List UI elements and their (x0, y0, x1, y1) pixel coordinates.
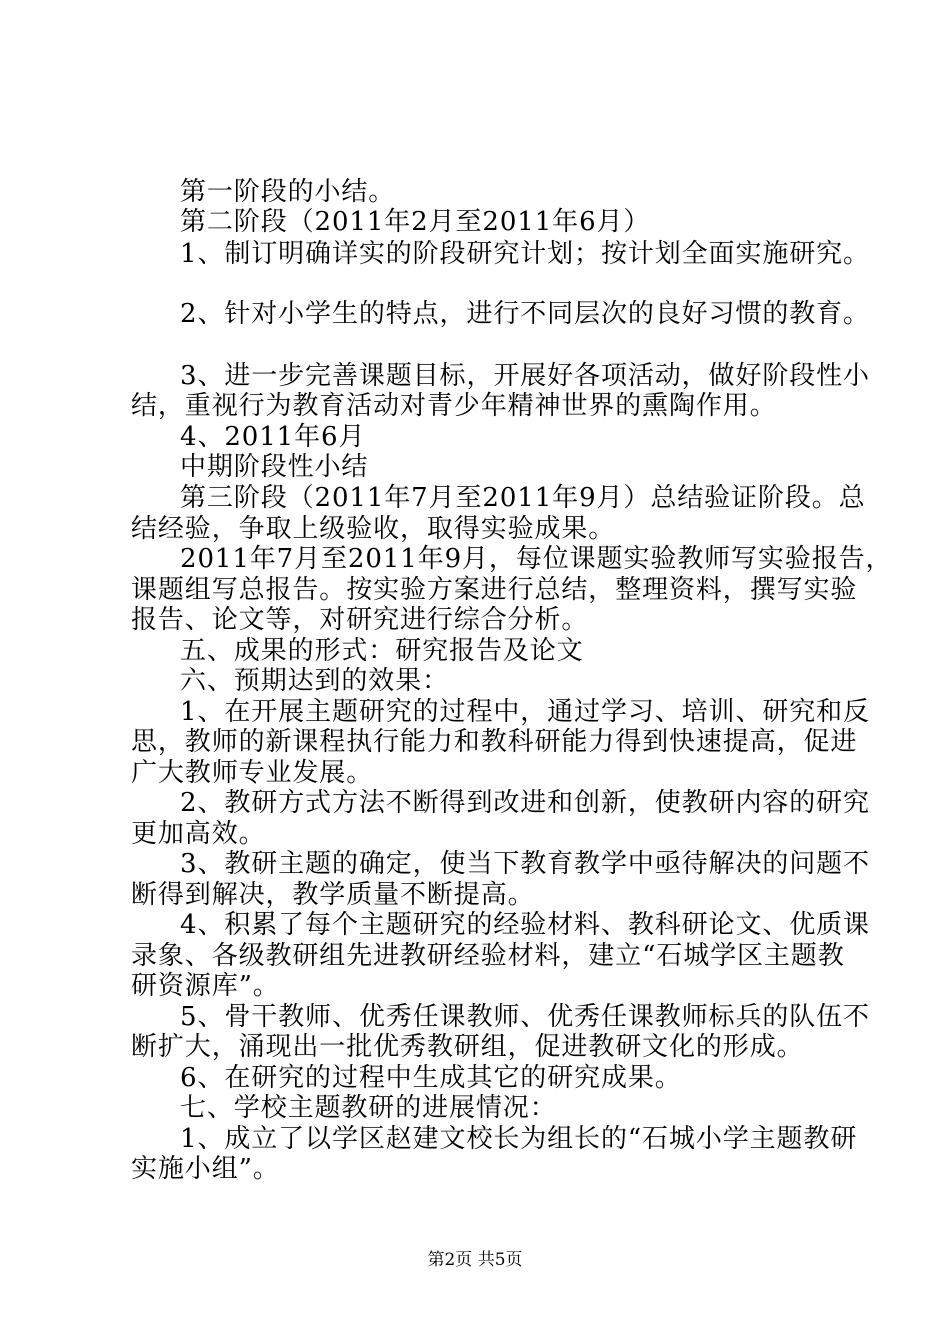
text-line: 5、骨干教师、优秀任课教师、优秀任课教师标兵的队伍不 (180, 1002, 870, 1032)
text-line: 3、教研主题的确定，使当下教育教学中亟待解决的问题不 (180, 849, 870, 879)
text-line: 六、预期达到的效果： (180, 666, 450, 696)
text-line: 2、针对小学生的特点，进行不同层次的良好习惯的教育。 (180, 299, 870, 329)
text-line: 结，重视行为教育活动对青少年精神世界的熏陶作用。 (131, 391, 777, 421)
text-line: 五、成果的形式：研究报告及论文 (180, 636, 584, 666)
text-line: 1、成立了以学区赵建文校长为组长的“石城小学主题教研 (180, 1124, 858, 1154)
text-line: 实施小组”。 (131, 1154, 280, 1184)
text-line: 4、2011年6月 (180, 422, 366, 452)
text-line: 录象、各级教研组先进教研经验材料，建立“石城学区主题教 (131, 941, 845, 971)
text-line: 第一阶段的小结。 (180, 177, 396, 207)
page-footer: 第2页 共5页 (427, 1250, 523, 1270)
text-line: 第三阶段（2011年7月至2011年9月）总结验证阶段。总 (180, 483, 866, 513)
text-line: 结经验，争取上级验收，取得实验成果。 (131, 514, 616, 544)
text-line: 第二阶段（2011年2月至2011年6月） (180, 207, 651, 237)
text-line: 3、进一步完善课题目标，开展好各项活动，做好阶段性小 (180, 361, 870, 391)
text-line: 七、学校主题教研的进展情况： (180, 1093, 557, 1123)
text-line: 更加高效。 (131, 819, 266, 849)
text-line: 2、教研方式方法不断得到改进和创新，使教研内容的研究 (180, 788, 870, 818)
text-line: 断扩大，涌现出一批优秀教研组，促进教研文化的形成。 (131, 1032, 804, 1062)
text-line: 中期阶段性小结 (180, 452, 369, 482)
text-line: 6、在研究的过程中生成其它的研究成果。 (180, 1063, 682, 1093)
text-line: 课题组写总报告。按实验方案进行总结，整理资料，撰写实验 (131, 575, 858, 605)
text-line: 断得到解决，教学质量不断提高。 (131, 880, 535, 910)
text-line: 研资源库”。 (131, 971, 280, 1001)
text-line: 报告、论文等，对研究进行综合分析。 (131, 605, 589, 635)
text-line: 4、积累了每个主题研究的经验材料、教科研论文、优质课 (180, 910, 870, 940)
text-line: 1、制订明确详实的阶段研究计划；按计划全面实施研究。 (180, 239, 870, 269)
text-line: 思，教师的新课程执行能力和教科研能力得到快速提高，促进 (131, 727, 858, 757)
text-line: 1、在开展主题研究的过程中，通过学习、培训、研究和反 (180, 697, 870, 727)
text-line: 2011年7月至2011年9月，每位课题实验教师写实验报告， (180, 544, 893, 574)
text-line: 广大教师专业发展。 (131, 758, 374, 788)
